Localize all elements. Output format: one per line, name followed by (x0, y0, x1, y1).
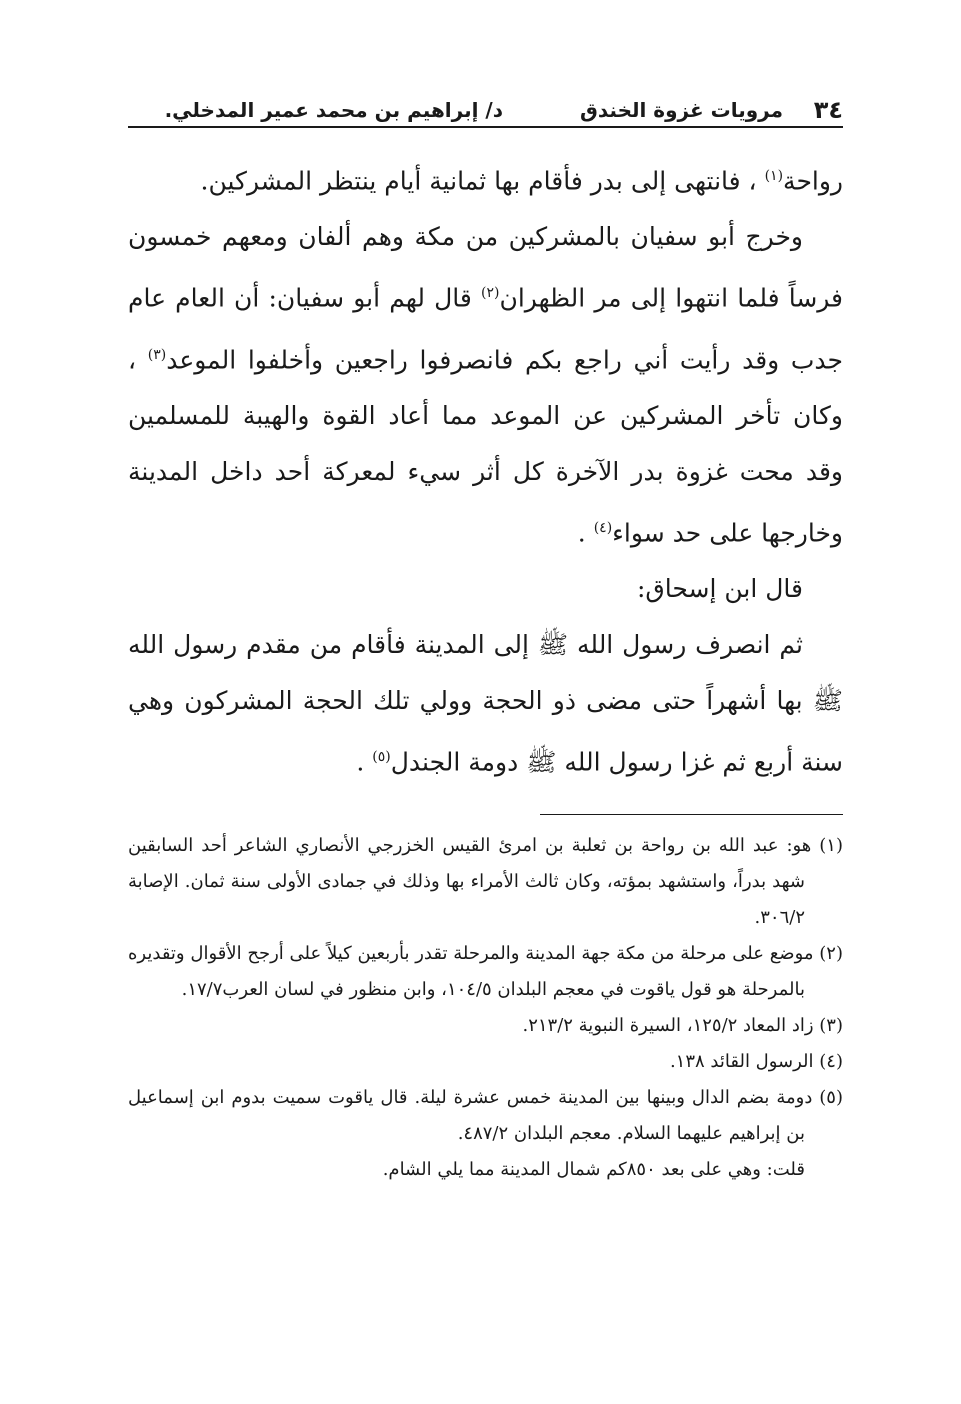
footnote-3: (٣) زاد المعاد ١٢٥/٢، السيرة النبوية ٢١٣/٢. (522, 1015, 843, 1036)
running-title: مرويات غزوة الخندق (579, 98, 783, 122)
text-run: ، فانتهى إلى بدر فأقام بها ثمانية أيام ينتظر المشركين. (200, 166, 765, 196)
footnote-2: (٢) موضع على مرحلة من مكة جهة المدينة والمرحلة تقدر بأربعين كيلاً على أرجح الأقوال وتقديره بالمرحلة هو قول ياقوت في معجم البلدان ١٠٤/٥، وابن منظور في لسان العرب١٧/٧. (128, 943, 843, 1000)
footnote-ref-2: (٢) (481, 285, 500, 302)
header-rule (128, 126, 843, 128)
footnotes (128, 828, 843, 1188)
footnote-ref-1: (١) (764, 168, 784, 184)
paragraph-3: قال ابن إسحاق: (636, 574, 803, 604)
page-number: ٣٤ (813, 96, 843, 124)
text-run: . (577, 518, 594, 548)
main-text (128, 148, 843, 791)
text-run: وخرج أبو سفيان بالمشركين من مكة وهم ألفان ومعهم خمسون فرساً فلما انتهوا إلى مر الظهران (128, 222, 844, 313)
footnote-ref-3: (٣) (147, 346, 167, 363)
paragraph-1 (128, 148, 843, 209)
text-run: قال لهم أبو سفيان: أن العام عام جدب وقد رأيت أني راجع بكم فانصرفوا راجعين وأخلفوا الموعد (128, 283, 844, 374)
footnote-ref-4: (٤) (593, 519, 613, 536)
text-run: ثم انصرف رسول الله ﷺ إلى المدينة فأقام من مقدم رسول الله ﷺ بها أشهراً حتى مضى ذو الحجة وولي تلك الحجة المشركون وهي سنة أربع ثم غزا رسول الله ﷺ دومة الجندل (128, 630, 843, 777)
footnote-5-note: قلت: وهي على بعد ٨٥٠كم شمال المدينة مما يلي الشام. (382, 1159, 805, 1180)
text-run: رواحة (783, 166, 843, 196)
paragraph-4 (128, 617, 843, 790)
footnote-1: (١) هو: عبد الله بن رواحة بن ثعلبة بن امرئ القيس الخزرجي الأنصاري الشاعر أحد السابقين شهد بدراً، واستشهد بمؤته، وكان ثالث الأمراء بها وذلك في جمادى الأولى سنة ثمان. الإصابة ٣٠٦/٢. (128, 835, 843, 928)
text-run: ، وكان تأخر المشركين عن الموعد مما أعاد القوة والهيبة للمسلمين وقد محت غزوة بدر الآخرة كل أثر سيء لمعركة أحد داخل المدينة وخارجها على حد سواء (128, 344, 843, 548)
page-header (128, 96, 843, 126)
running-author: د/ إبراهيم بن محمد عمير المدخلي. (164, 98, 503, 122)
paragraph-2 (128, 209, 843, 561)
text-run: . (356, 747, 373, 777)
footnote-separator (540, 814, 843, 815)
footnote-5: (٥) دومة بضم الدال وبينها بين المدينة خمس عشرة ليلة. قال ياقوت سميت بدوم ابن إسماعيل بن إبراهيم عليهما السلام. معجم البلدان ٤٨٧/٢. (128, 1087, 843, 1144)
footnote-ref-5: (٥) (372, 749, 391, 766)
footnote-4: (٤) الرسول القائد ١٣٨. (669, 1051, 843, 1072)
